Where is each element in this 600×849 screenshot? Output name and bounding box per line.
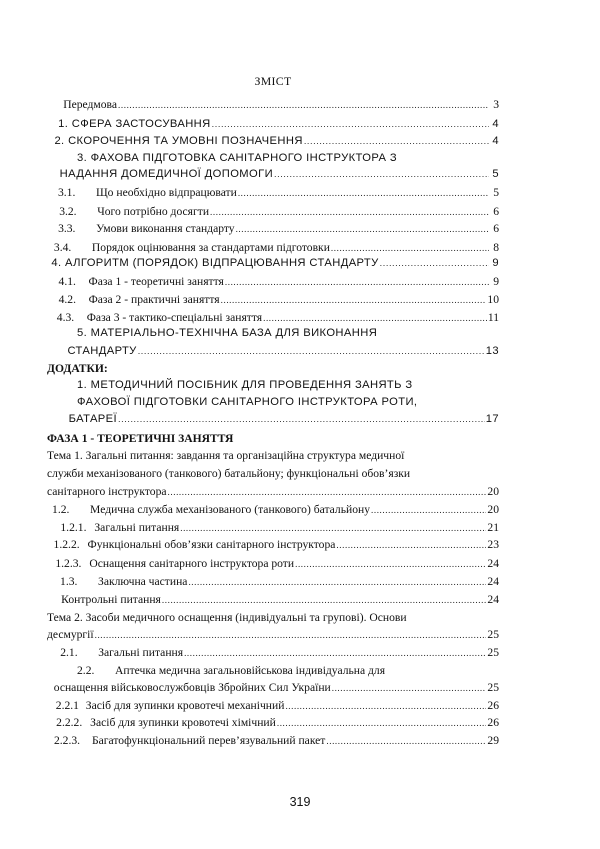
toc-entry-page: 5 bbox=[492, 168, 499, 180]
toc-entry-label: Багатофункціональний перев’язувальний пакет bbox=[91, 734, 326, 747]
toc-entry bbox=[47, 310, 499, 325]
toc-entry-label: Контрольні питання bbox=[61, 593, 161, 606]
toc-entry bbox=[47, 167, 499, 182]
toc-entry bbox=[47, 412, 499, 427]
toc-entry bbox=[47, 592, 499, 607]
toc-entry-page: 11 bbox=[487, 311, 499, 324]
toc-entry-number: 2.2. bbox=[77, 664, 95, 677]
toc-entry-label: Чого потрібно досягти bbox=[97, 205, 210, 218]
appendix-heading: ДОДАТКИ: bbox=[47, 362, 108, 375]
toc-entry-label: Фаза 1 - теоретичні заняття bbox=[88, 275, 224, 288]
leader-dots bbox=[331, 241, 489, 256]
leader-dots bbox=[238, 186, 489, 201]
toc-entry bbox=[47, 627, 499, 642]
toc-entry-label: Засіб для зупинки кровотечі хімічний bbox=[90, 716, 276, 729]
leader-dots bbox=[332, 681, 487, 696]
toc-entry-page: 3 bbox=[493, 98, 499, 111]
toc-entry-page: 4 bbox=[492, 135, 499, 147]
toc-entry-number: 3.3. bbox=[58, 222, 76, 235]
toc-entry-line: служби механізованого (танкового) батальйону; функціональні обов’язки bbox=[47, 467, 411, 480]
leader-dots bbox=[371, 503, 486, 518]
toc-entry bbox=[47, 221, 499, 236]
toc-entry bbox=[47, 556, 499, 571]
leader-dots bbox=[285, 699, 486, 714]
toc-entry bbox=[47, 204, 499, 219]
toc-entry-label: Фаза 3 - тактико-спеціальні заняття bbox=[86, 311, 263, 324]
toc-entry-page: 6 bbox=[493, 222, 499, 235]
toc-entry-number: 1.2.2. bbox=[53, 538, 80, 551]
toc-entry-label: Фаза 2 - практичні заняття bbox=[88, 293, 220, 306]
toc-entry-page: 8 bbox=[493, 241, 499, 254]
leader-dots bbox=[295, 557, 486, 572]
toc-entry-label: Функціональні обов’язки санітарного інструктора bbox=[87, 538, 336, 551]
toc-entry-line: 5. МАТЕРІАЛЬНО-ТЕХНІЧНА БАЗА ДЛЯ ВИКОНАННЯ bbox=[77, 327, 378, 339]
leader-dots bbox=[380, 256, 489, 271]
toc-entry-line bbox=[77, 663, 529, 678]
leader-dots bbox=[180, 521, 486, 536]
toc-entry-page: 9 bbox=[493, 275, 499, 288]
toc-entry-page: 25 bbox=[487, 681, 499, 694]
toc-entry-page: 17 bbox=[485, 413, 499, 425]
toc-entry bbox=[47, 733, 499, 748]
toc-entry bbox=[47, 344, 499, 359]
toc-entry-label: Умови виконання стандарту bbox=[96, 222, 235, 235]
toc-entry-page: 6 bbox=[493, 205, 499, 218]
toc-entry-number: 3.4. bbox=[53, 241, 72, 254]
toc-entry-page: 20 bbox=[487, 485, 499, 498]
toc-entry bbox=[47, 240, 499, 255]
leader-dots bbox=[304, 134, 489, 149]
toc-entry-label: 2. СКОРОЧЕННЯ ТА УМОВНІ ПОЗНАЧЕННЯ bbox=[54, 135, 303, 147]
toc-entry-page: 20 bbox=[487, 503, 499, 516]
toc-entry-line: 3. ФАХОВА ПІДГОТОВКА САНІТАРНОГО ІНСТРУКТОРА З bbox=[77, 152, 397, 164]
toc-entry-label: Порядок оцінювання за стандартами підготовки bbox=[91, 241, 330, 254]
toc-entry-page: 29 bbox=[487, 734, 499, 747]
toc-entry-number: 4.3. bbox=[56, 311, 75, 324]
toc-entry-page: 13 bbox=[485, 345, 499, 357]
toc-entry-label: Медична служба механізованого (танкового) батальйону bbox=[90, 503, 370, 516]
toc-entry-page: 26 bbox=[487, 699, 499, 712]
toc-heading: ЗМІСТ bbox=[254, 74, 292, 88]
leader-dots bbox=[277, 716, 487, 731]
toc-entry-page: 4 bbox=[492, 118, 499, 130]
toc-entry bbox=[47, 256, 499, 271]
toc-entry bbox=[47, 537, 499, 552]
leader-dots bbox=[210, 205, 489, 220]
toc-entry bbox=[47, 574, 499, 589]
toc-entry-page: 25 bbox=[487, 628, 499, 641]
toc-entry-page: 24 bbox=[487, 575, 499, 588]
toc-entry-page: 21 bbox=[487, 521, 499, 534]
toc-entry bbox=[47, 274, 499, 289]
toc-entry bbox=[47, 185, 499, 200]
toc-entry-page: 25 bbox=[487, 646, 499, 659]
leader-dots bbox=[326, 734, 486, 749]
toc-entry-page: 24 bbox=[487, 593, 499, 606]
toc-entry-number: 2.2.3. bbox=[53, 734, 81, 747]
leader-dots bbox=[274, 167, 489, 182]
toc-entry bbox=[47, 520, 499, 535]
toc-entry-label: Що необхідно відпрацювати bbox=[95, 186, 237, 199]
toc-entry-number: 4.2. bbox=[58, 293, 76, 306]
toc-entry-label: санітарного інструктора bbox=[47, 485, 167, 498]
leader-dots bbox=[138, 344, 485, 359]
toc-entry bbox=[47, 134, 499, 149]
toc-entry-label: Заключна частина bbox=[98, 575, 188, 588]
leader-dots bbox=[118, 98, 489, 113]
toc-entry-page: 24 bbox=[487, 557, 499, 570]
toc-entry-page: 10 bbox=[487, 293, 499, 306]
toc-entry-line: ФАХОВОЇ ПІДГОТОВКИ САНІТАРНОГО ІНСТРУКТОРА РОТИ, bbox=[77, 396, 418, 408]
toc-entry-label: Аптечка медична загальновійськова індивідуальна для bbox=[115, 664, 386, 677]
toc-entry bbox=[47, 698, 499, 713]
toc-entry-page: 23 bbox=[487, 538, 499, 551]
toc-entry-page: 26 bbox=[487, 716, 499, 729]
toc-entry bbox=[47, 645, 499, 660]
toc-entry-label: НАДАННЯ ДОМЕДИЧНОЇ ДОПОМОГИ bbox=[59, 168, 274, 180]
toc-entry-label: Засіб для зупинки кровотечі механічний bbox=[85, 699, 285, 712]
toc-entry-page: 5 bbox=[493, 186, 499, 199]
toc-entry-label: 4. АЛГОРИТМ (ПОРЯДОК) ВІДПРАЦЮВАННЯ СТАНДАРТУ bbox=[51, 257, 379, 269]
toc-entry-label: 1. СФЕРА ЗАСТОСУВАННЯ bbox=[58, 118, 211, 130]
toc-entry-label: Передмова bbox=[63, 98, 118, 111]
leader-dots bbox=[162, 593, 487, 608]
toc-entry-number: 3.2. bbox=[59, 205, 77, 218]
toc-entry-line: Тема 1. Загальні питання: завдання та організаційна структура медичної bbox=[47, 449, 405, 462]
toc-entry-number: 4.1. bbox=[58, 275, 76, 288]
phase-heading: ФАЗА 1 - ТЕОРЕТИЧНІ ЗАНЯТТЯ bbox=[47, 432, 234, 445]
toc-entry-number: 1.2.1. bbox=[60, 521, 87, 534]
toc-entry-line: 1. МЕТОДИЧНИЙ ПОСІБНИК ДЛЯ ПРОВЕДЕННЯ ЗАНЯТЬ З bbox=[77, 379, 413, 391]
page-number: 319 bbox=[289, 795, 311, 809]
leader-dots bbox=[263, 311, 487, 326]
toc-entry-label: СТАНДАРТУ bbox=[67, 345, 137, 357]
leader-dots bbox=[188, 575, 486, 590]
toc-entry bbox=[47, 484, 499, 499]
toc-entry-label: Загальні питання bbox=[98, 646, 184, 659]
leader-dots bbox=[118, 412, 485, 427]
toc-entry-page: 9 bbox=[492, 257, 499, 269]
toc-entry-label: БАТАРЕЇ bbox=[68, 413, 118, 425]
toc-entry-label: Загальні питання bbox=[94, 521, 180, 534]
toc-entry-number: 3.1. bbox=[57, 186, 76, 199]
leader-dots bbox=[236, 222, 489, 237]
leader-dots bbox=[184, 646, 486, 661]
toc-entry-number: 2.1. bbox=[60, 646, 78, 659]
leader-dots bbox=[95, 628, 487, 643]
leader-dots bbox=[336, 538, 486, 553]
toc-entry bbox=[47, 715, 499, 730]
toc-entry bbox=[47, 292, 499, 307]
toc-entry-label: десмургії bbox=[47, 628, 94, 641]
toc-entry-line: Тема 2. Засоби медичного оснащення (індивідуальні та групові). Основи bbox=[47, 611, 407, 624]
leader-dots bbox=[225, 275, 489, 290]
toc-entry bbox=[47, 117, 499, 132]
leader-dots bbox=[168, 485, 487, 500]
toc-entry-number: 2.2.2. bbox=[56, 716, 83, 729]
toc-entry-label: Оснащення санітарного інструктора роти bbox=[89, 557, 295, 570]
toc-entry bbox=[47, 97, 499, 112]
toc-entry-number: 1.2.3. bbox=[55, 557, 82, 570]
toc-entry-number: 1.2. bbox=[52, 503, 70, 516]
leader-dots bbox=[221, 293, 487, 308]
toc-entry-label: оснащення військовослужбовців Збройних Сил України bbox=[53, 681, 331, 694]
toc-entry-number: 2.2.1 bbox=[55, 699, 79, 712]
toc-entry-number: 1.3. bbox=[60, 575, 78, 588]
toc-entry bbox=[47, 680, 499, 695]
toc-entry bbox=[47, 502, 499, 517]
leader-dots bbox=[212, 117, 489, 132]
